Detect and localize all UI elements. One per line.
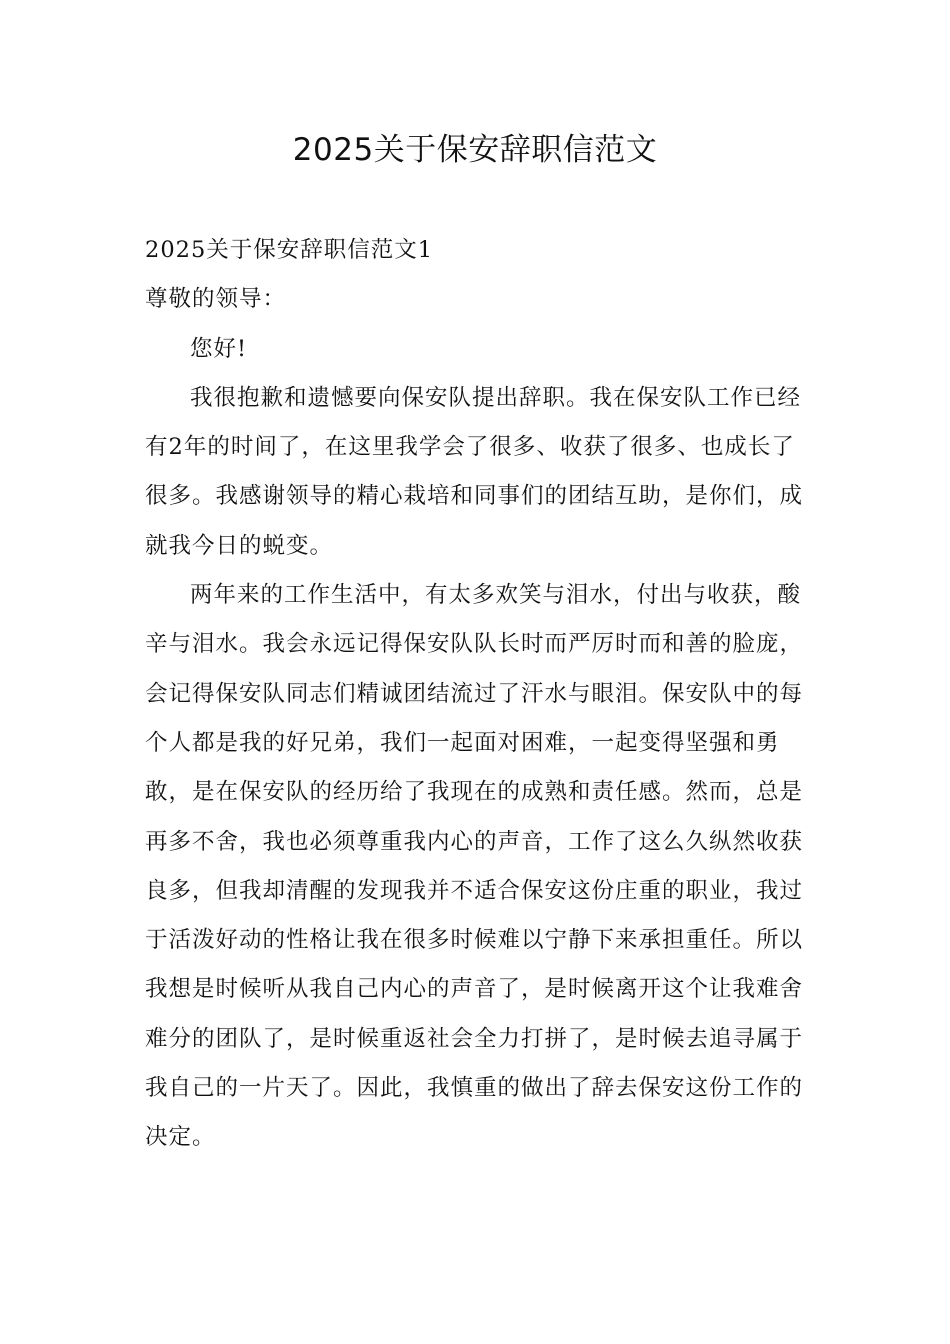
document-title: 2025关于保安辞职信范文 [292,132,658,168]
section-heading: 2025关于保安辞职信范文1 [145,237,434,263]
greeting: 您好! [190,335,248,362]
body-paragraph: 两年来的工作生活中，有太多欢笑与泪水，付出与收获，酸辛与泪水。我会永远记得保安队队长时而严厉时而和善的脸庞，会记得保安队同志们精诚团结流过了汗水与眼泪。保安队中的每个人都是我的好兄弟，我们一起面对困难，一起变得坚强和勇敢，是在保安队的经历给了我现在的成熟和责任感。然而，总是再多不舍，我也必须尊重我内心的声音，工作了这么久纵然收获良多，但我却清醒的发现我并不适合保安这份庄重的职业，我过于活泼好动的性格让我在很多时候难以宁静下来承担重任。所以我想是时候听从我自己内心的声音了，是时候离开这个让我难舍难分的团队了，是时候重返社会全力打拼了，是时候去追寻属于我自己的一片天了。因此，我慎重的做出了辞去保安这份工作的决定。 [145,582,804,1151]
document-body [145,226,815,1163]
body-paragraph: 我很抱歉和遗憾要向保安队提出辞职。我在保安队工作已经有2年的时间了，在这里我学会了很多、收获了很多、也成长了很多。我感谢领导的精心栽培和同事们的团结互助，是你们，成就我今日的蜕变。 [145,384,804,559]
salutation: 尊敬的领导： [145,286,287,313]
